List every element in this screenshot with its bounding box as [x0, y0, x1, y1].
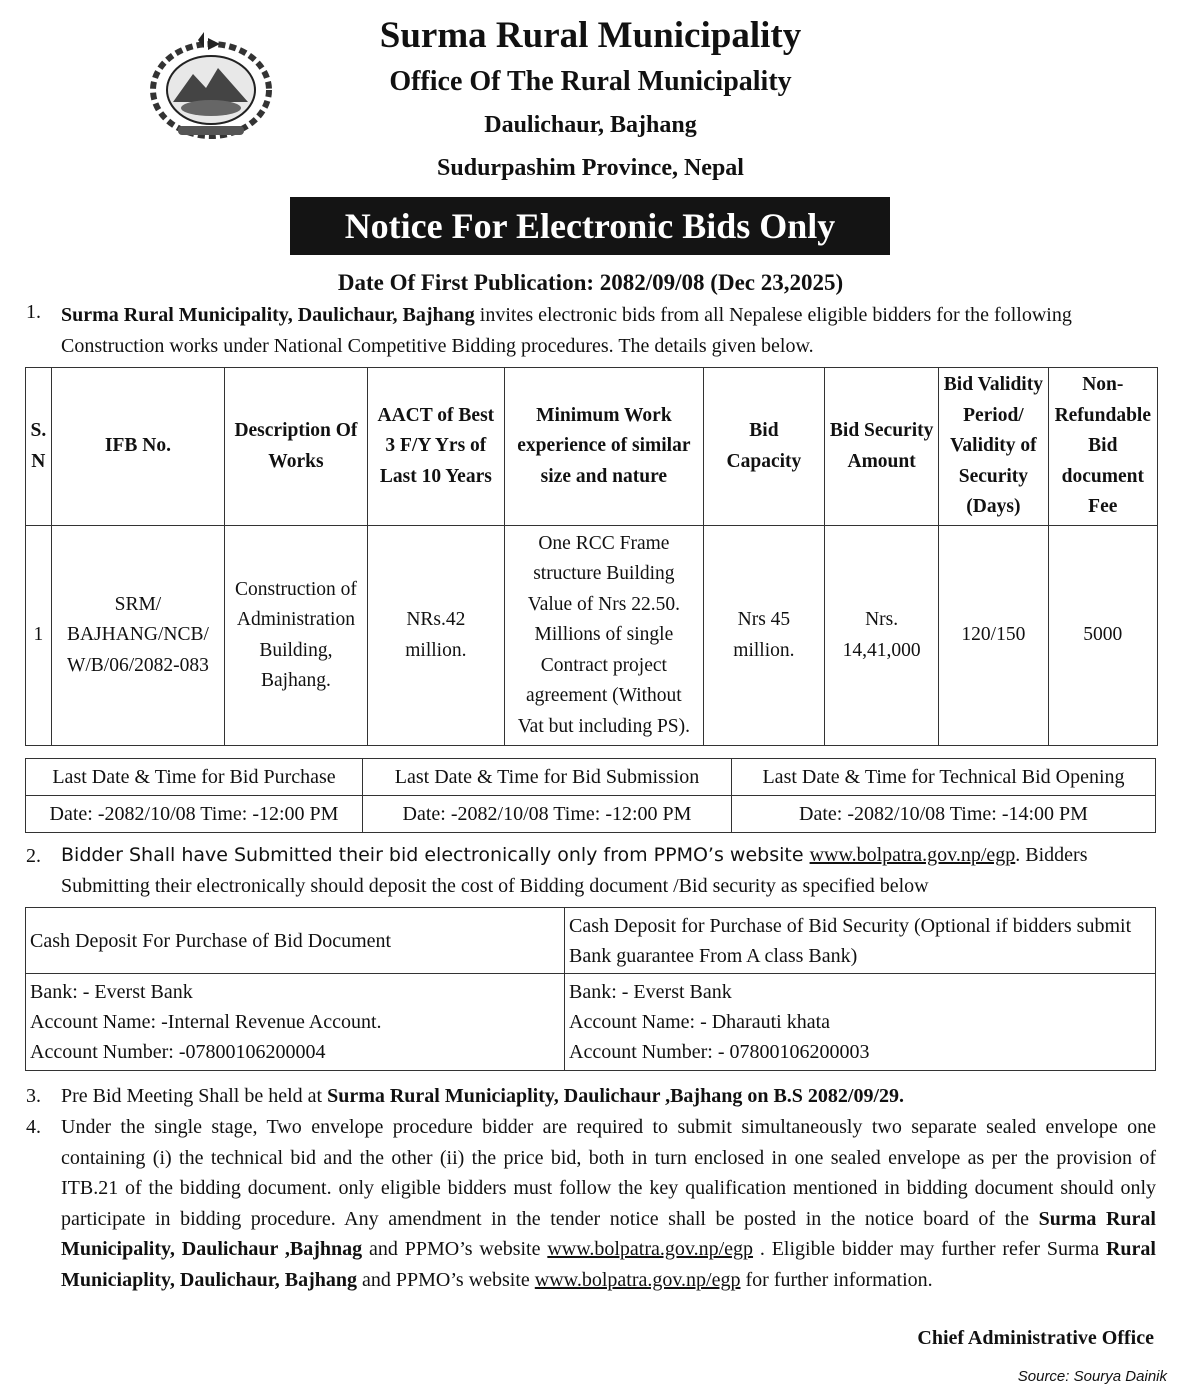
section-2-body-a: Bidder Shall have Submitted their bid electronically only from PPMO’s website: [61, 844, 810, 866]
header-validity: Bid Validity Period/ Validity of Security (Days): [939, 368, 1048, 526]
cell-experience: One RCC Frame structure Building Value of Nrs 22.50. Millions of single Contract project agreement (Without Vat but including PS).: [504, 526, 703, 746]
cell-validity: 120/150: [939, 526, 1048, 746]
header-ifb: IFB No.: [51, 368, 224, 526]
deposit-table: [25, 907, 1156, 1071]
cell-aact: NRs.42 million.: [367, 526, 504, 746]
dates-header-purchase: Last Date & Time for Bid Purchase: [26, 759, 363, 796]
dates-header-submission: Last Date & Time for Bid Submission: [363, 759, 732, 796]
section-3-bold: Surma Rural Municiaplity, Daulichaur ,Bajhang on B.S 2082/09/29.: [327, 1085, 905, 1107]
cell-sn: 1: [26, 526, 52, 746]
header-security: Bid Security Amount: [825, 368, 939, 526]
section-2-body-b: . Bidders: [1015, 844, 1088, 866]
deposit-header-document: Cash Deposit For Purchase of Bid Document: [26, 908, 565, 974]
notice-banner: Notice For Electronic Bids Only: [290, 197, 890, 255]
section-4-body-d: and PPMO’s website: [357, 1268, 535, 1291]
deposit-document-bank: Bank: - Everst Bank: [30, 981, 193, 1003]
deposit-security-account-name: Account Name: - Dharauti khata: [569, 1011, 831, 1033]
deposit-document-account-name: Account Name: -Internal Revenue Account.: [30, 1011, 382, 1033]
section-1-text: [61, 300, 1131, 361]
section-3-body: Pre Bid Meeting Shall be held at: [61, 1085, 328, 1107]
deposit-document-account-number: Account Number: -07800106200004: [30, 1041, 326, 1063]
publication-date: Date Of First Publication: 2082/09/08 (Dec 23,2025): [337, 270, 844, 295]
cell-description: Construction of Administration Building, Bajhang.: [225, 526, 368, 746]
section-1-lead: Surma Rural Municipality, Daulichaur, Bajhang: [61, 304, 475, 326]
section-4-body-a: Under the single stage, Two envelope procedure bidder are required to submit simultaneously two separate sealed envelope one containing (i) the technical bid and the other (ii) the price bid, both in turn enclosed in one sealed envelope as per the provision of ITB.21 of the bidding document. only eligible bidders must follow the key qualification mentioned in bidding document should only participate in bidding procedure. Any amendment in the tender notice shall be posted in the notice board of the: [61, 1116, 1156, 1230]
section-3-number: 3.: [26, 1085, 41, 1107]
header-experience: Minimum Work experience of similar size and nature: [504, 368, 703, 526]
section-1-number: 1.: [26, 301, 41, 323]
cell-ifb: SRM/ BAJHANG/NCB/ W/B/06/2082-083: [51, 526, 224, 746]
section-4-body-e: for further information.: [740, 1268, 933, 1291]
dates-table: [25, 758, 1156, 833]
deposit-security-account-number: Account Number: - 07800106200003: [569, 1041, 870, 1063]
section-1-body: invites electronic bids from all Nepalese eligible bidders for the following Construction works under National Competitive Bidding procedures. The details given below.: [61, 304, 1072, 357]
dates-header-opening: Last Date & Time for Technical Bid Opening: [732, 759, 1156, 796]
deposit-security-details: [565, 974, 1156, 1071]
office-name: Office Of The Rural Municipality: [389, 66, 792, 97]
section-2-body-c: Submitting their electronically should deposit the cost of Bidding document /Bid security as specified below: [61, 874, 929, 897]
header-aact: AACT of Best 3 F/Y Yrs of Last 10 Years: [367, 368, 504, 526]
header-description: Description Of Works: [225, 368, 368, 526]
section-2-text: [61, 840, 1161, 901]
section-4-number: 4.: [26, 1116, 41, 1138]
cell-fee: 5000: [1048, 526, 1157, 746]
header-sn: S. N: [26, 368, 52, 526]
deposit-security-bank: Bank: - Everst Bank: [569, 981, 732, 1003]
section-4-body-c: . Eligible bidder may further refer Surma: [753, 1238, 1106, 1260]
deposit-header-security: Cash Deposit for Purchase of Bid Security (Optional if bidders submit Bank guarantee From A class Bank): [565, 908, 1156, 974]
section-4-body-b: and PPMO’s website: [362, 1238, 548, 1260]
cell-security: Nrs. 14,41,000: [825, 526, 939, 746]
header-capacity: Bid Capacity: [703, 368, 824, 526]
section-4-bold-b: Rural Municiaplity, Daulichaur, Bajhang: [61, 1238, 1156, 1291]
signature: Chief Administrative Office: [917, 1327, 1154, 1349]
section-3-text: [61, 1081, 1161, 1112]
ppmo-link-3[interactable]: www.bolpatra.gov.np/egp: [534, 1268, 741, 1291]
address: Daulichaur, Bajhang: [484, 112, 697, 138]
bid-table: [25, 367, 1158, 746]
ppmo-link-1[interactable]: www.bolpatra.gov.np/egp: [809, 844, 1016, 866]
dates-value-purchase: Date: -2082/10/08 Time: -12:00 PM: [26, 796, 363, 833]
province: Sudurpashim Province, Nepal: [437, 155, 744, 181]
org-name: Surma Rural Municipality: [379, 15, 802, 56]
deposit-document-details: [26, 974, 565, 1071]
cell-capacity: Nrs 45 million.: [703, 526, 824, 746]
ppmo-link-2[interactable]: www.bolpatra.gov.np/egp: [547, 1238, 754, 1260]
dates-value-opening: Date: -2082/10/08 Time: -14:00 PM: [732, 796, 1156, 833]
dates-value-submission: Date: -2082/10/08 Time: -12:00 PM: [363, 796, 732, 833]
header-fee: Non-Refundable Bid document Fee: [1048, 368, 1157, 526]
section-4-text: [61, 1112, 1156, 1295]
source-credit: Source: Sourya Dainik: [1017, 1368, 1167, 1385]
section-2-number: 2.: [26, 845, 41, 867]
section-4-bold-a: Surma Rural Municipality, Daulichaur ,Bajhnag: [61, 1207, 1156, 1260]
